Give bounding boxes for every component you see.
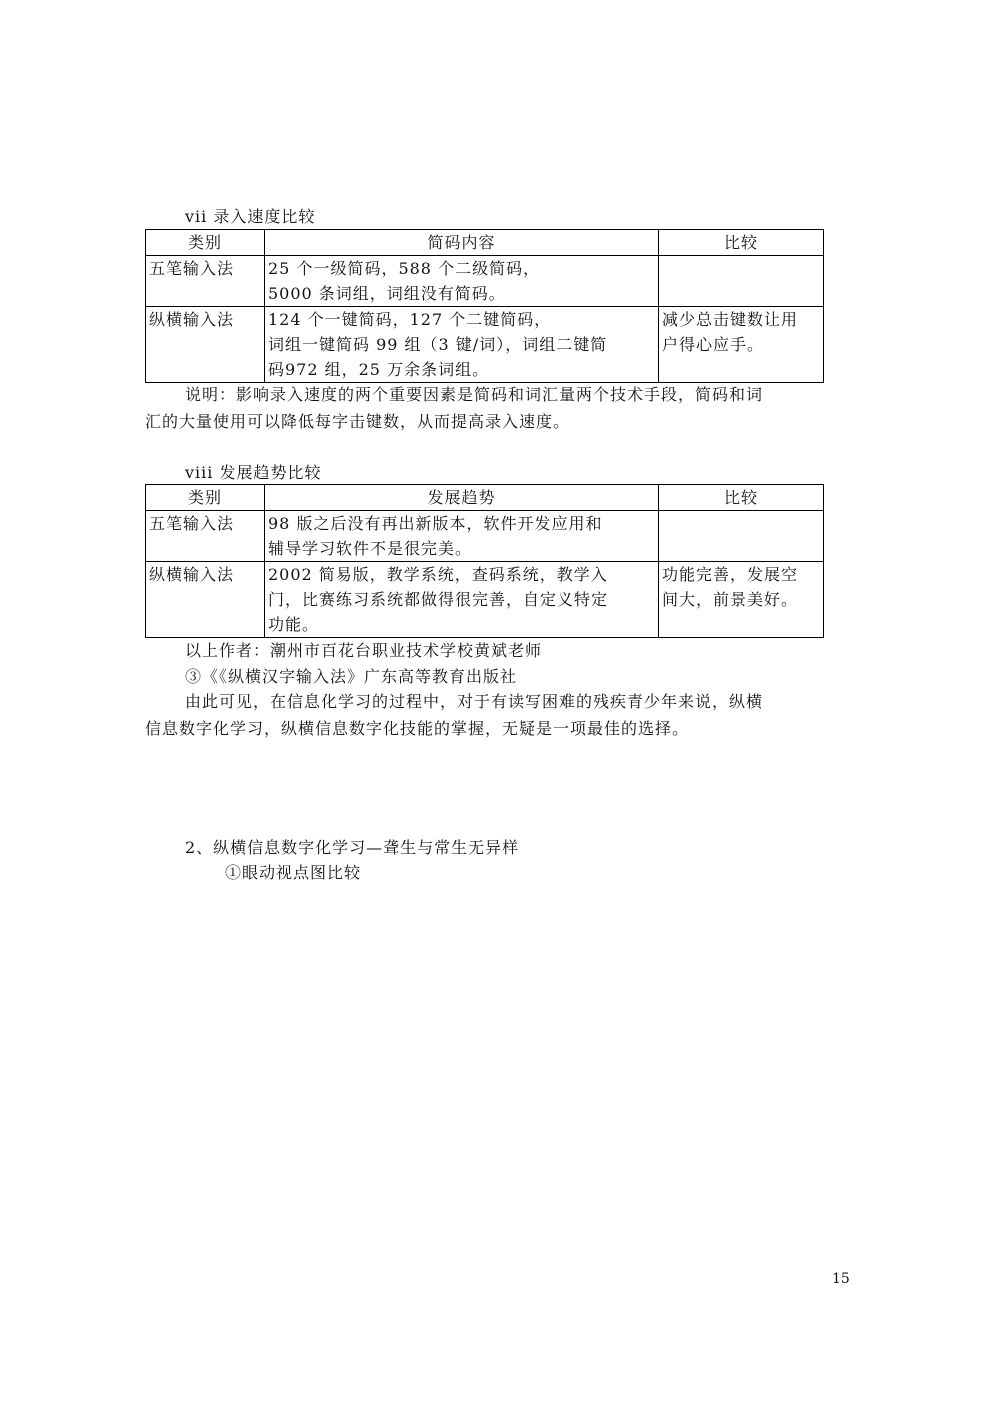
reference-line: ③《《纵横汉字输入法》广东高等教育出版社 [185,667,518,686]
eye-tracking-subheading: ①眼动视点图比较 [225,863,362,882]
header-compare: 比较 [659,485,824,511]
cell-line: 间大，前景美好。 [662,590,799,609]
cell-content [265,256,659,307]
cell-content [265,511,659,562]
cell-line: 辅导学习软件不是很完美。 [268,539,473,558]
header-content: 简码内容 [265,230,659,256]
cell-compare [659,562,824,638]
table-header-row [146,485,824,511]
cell-compare [659,307,824,383]
cell-category: 纵横输入法 [146,307,265,383]
section-viii-title: viii 发展趋势比较 [185,463,322,482]
cell-line: 功能。 [268,615,320,634]
header-category: 类别 [146,485,265,511]
conclusion-line: 由此可见，在信息化学习的过程中，对于有读写困难的残疾青少年来说，纵横 [185,692,764,711]
cell-line: 词组一键简码 99 组（3 键/词），词组二键简 [268,335,608,354]
table-row [146,307,824,383]
cell-line: 户得心应手。 [662,335,765,354]
cell-category: 五笔输入法 [146,511,265,562]
cell-compare [659,511,824,562]
cell-line: 5000 条词组，词组没有简码。 [268,284,506,303]
table-row [146,256,824,307]
cell-line: 减少总击键数让用 [662,310,799,329]
cell-line: 124 个一键简码，127 个二键简码， [268,310,552,329]
cell-content [265,307,659,383]
section-vii-title: vii 录入速度比较 [185,207,316,226]
header-compare: 比较 [659,230,824,256]
note-line: 汇的大量使用可以降低每字击键数，从而提高录入速度。 [145,412,571,431]
conclusion-line: 信息数字化学习，纵横信息数字化技能的掌握，无疑是一项最佳的选择。 [145,719,690,738]
trend-comparison-table [145,484,824,638]
speed-note-paragraph [145,381,845,435]
cell-category: 五笔输入法 [146,256,265,307]
speed-comparison-table [145,229,824,383]
cell-line: 码972 组，25 万余条词组。 [268,360,490,379]
page-number: 15 [832,1271,850,1287]
cell-line: 2002 简易版，教学系统，查码系统，教学入 [268,565,608,584]
table-row [146,511,824,562]
conclusion-paragraph [145,688,845,742]
table-row [146,562,824,638]
cell-compare [659,256,824,307]
table-header-row [146,230,824,256]
author-line: 以上作者：潮州市百花台职业技术学校黄斌老师 [185,641,543,660]
section-2-heading: 2、纵横信息数字化学习—聋生与常生无异样 [185,838,520,857]
cell-category: 纵横输入法 [146,562,265,638]
note-line: 说明：影响录入速度的两个重要因素是简码和词汇量两个技术手段，简码和词 [185,385,764,404]
cell-content [265,562,659,638]
header-category: 类别 [146,230,265,256]
cell-line: 25 个一级简码，588 个二级简码， [268,259,541,278]
cell-line: 门，比赛练习系统都做得很完善，自定义特定 [268,590,609,609]
cell-line: 98 版之后没有再出新版本，软件开发应用和 [268,514,603,533]
cell-line: 功能完善，发展空 [662,565,799,584]
header-content: 发展趋势 [265,485,659,511]
